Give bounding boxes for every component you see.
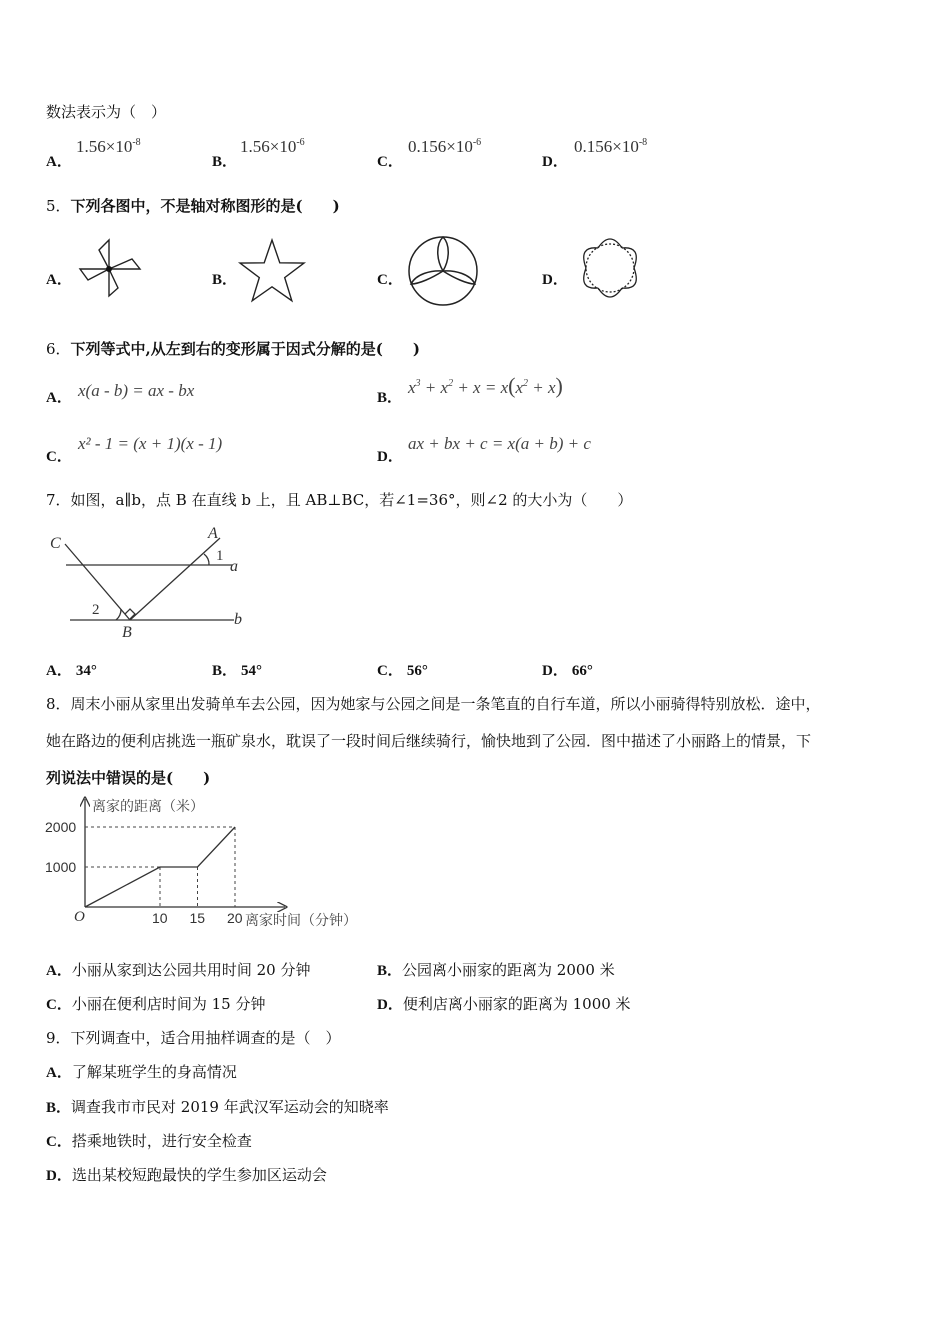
q9-option-a: A．了解某班学生的身高情况	[46, 1063, 237, 1081]
circle-three-petal-figure	[406, 234, 480, 308]
y-tick-label: 2000	[45, 819, 77, 835]
x-tick-label: 15	[189, 910, 206, 926]
q6-option-a-label: A．	[46, 390, 72, 406]
y-axis-title: 离家的距离（米）	[92, 799, 204, 815]
q9-option-d: D．选出某校短跑最快的学生参加区运动会	[46, 1166, 327, 1184]
q5-option-d-label: D．	[542, 272, 568, 288]
q9-option-b: B．调查我市市民对 2019 年武汉军运动会的知晓率	[46, 1098, 389, 1116]
q9-stem: 9．下列调查中，适合用抽样调查的是（ ）	[46, 1029, 341, 1047]
fig-label-line-a: a	[230, 558, 238, 575]
question-continuation: 数法表示为（ ）	[46, 103, 167, 121]
flower-figure	[572, 230, 648, 306]
q9-option-c: C．搭乘地铁时，进行安全检查	[46, 1132, 252, 1150]
q6-option-d-label: D．	[377, 449, 403, 465]
q6-option-d-expr: ax + bx + c = x(a + b) + c	[408, 434, 591, 453]
x-axis-title: 离家时间（分钟）	[245, 913, 357, 929]
q4-option-a-value: $1.56\times 10^{-8}$	[76, 137, 141, 156]
q4-option-c-label: C．	[377, 154, 403, 170]
parallel-lines-figure	[44, 522, 250, 644]
origin-label: O	[74, 909, 85, 925]
q5-stem: 5．下列各图中，不是轴对称图形的是( )	[46, 197, 340, 215]
q6-option-c-label: C．	[46, 449, 72, 465]
fig-label-a-point: A	[208, 525, 218, 542]
series-line	[85, 827, 235, 907]
q6-option-a-expr: x(a - b) = ax - bx	[78, 381, 195, 400]
pinwheel-figure	[78, 236, 148, 306]
q8-option-a: A．小丽从家到达公园共用时间 20 分钟	[46, 961, 311, 979]
q5-option-b-label: B．	[212, 272, 238, 288]
q4-option-a-label: A．	[46, 154, 72, 170]
distance-time-chart	[40, 795, 380, 935]
fig-label-angle-2: 2	[92, 602, 100, 618]
fig-label-b-point: B	[122, 624, 132, 641]
q6-option-b-label: B．	[377, 390, 403, 406]
q5-option-a-label: A．	[46, 272, 72, 288]
q8-option-b: B．公园离小丽家的距离为 2000 米	[377, 961, 615, 979]
q7-stem: 7．如图，a∥b，点 B 在直线 b 上，且 AB⊥BC，若∠1=36°，则∠2 的大小为（ ）	[46, 491, 633, 509]
q5-option-c-label: C．	[377, 272, 403, 288]
q8-option-c: C．小丽在便利店时间为 15 分钟	[46, 995, 266, 1013]
q7-option-b: B． 54°	[212, 663, 263, 679]
q8-stem-line3: 列说法中错误的是( )	[46, 769, 211, 787]
q6-stem: 6．下列等式中,从左到右的变形属于因式分解的是( )	[46, 340, 420, 358]
q4-option-d-value: $0.156\times 10^{-8}$	[574, 137, 648, 156]
fig-label-angle-1: 1	[216, 548, 224, 564]
q4-option-c-value: $0.156\times 10^{-6}$	[408, 137, 482, 156]
star-figure	[238, 238, 308, 304]
fig-label-c: C	[50, 535, 61, 552]
q7-option-c: C． 56°	[377, 663, 428, 679]
q8-stem-line1: 8．周末小丽从家里出发骑单车去公园，因为她家与公园之间是一条笔直的自行车道，所以小丽骑得特别放松．途中，	[46, 695, 821, 713]
q7-option-a: A． 34°	[46, 663, 97, 679]
x-tick-label: 10	[152, 910, 168, 926]
q6-option-b-expr: $x^3 + x^2 + x = x(x^2 + x)$	[408, 373, 563, 398]
q4-option-b-value: $1.56\times 10^{-6}$	[240, 137, 305, 156]
x-tick-label: 20	[227, 910, 243, 926]
q6-option-c-expr: x² - 1 = (x + 1)(x - 1)	[78, 434, 223, 453]
q8-option-d: D．便利店离小丽家的距离为 1000 米	[377, 995, 631, 1013]
y-tick-label: 1000	[45, 859, 77, 875]
q8-stem-line2: 她在路边的便利店挑选一瓶矿泉水，耽误了一段时间后继续骑行，愉快地到了公园．图中描述了小丽路上的情景，下	[46, 732, 812, 750]
q4-option-b-label: B．	[212, 154, 238, 170]
q7-option-d: D． 66°	[542, 663, 593, 679]
fig-label-line-b: b	[234, 611, 242, 628]
q4-option-d-label: D．	[542, 154, 568, 170]
